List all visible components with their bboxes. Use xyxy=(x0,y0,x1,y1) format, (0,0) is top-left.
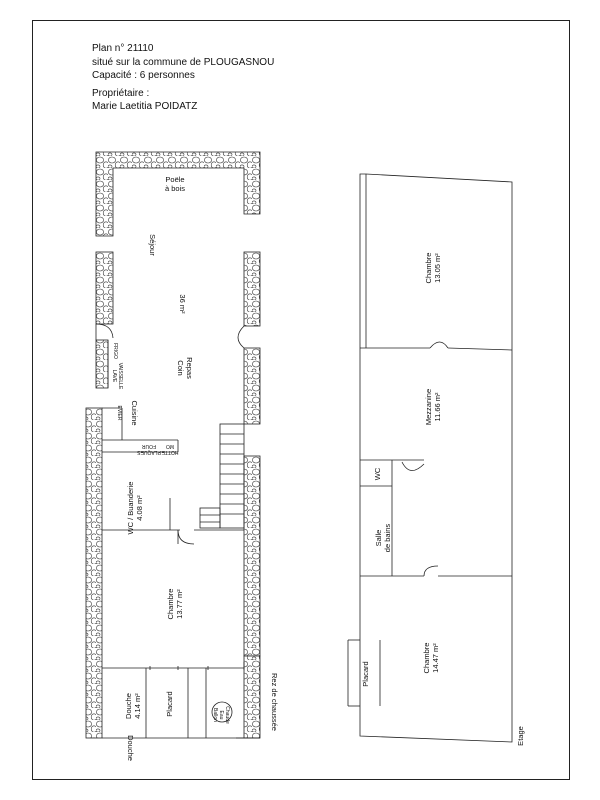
poele-label-2: à bois xyxy=(164,184,186,193)
owner-label: Propriétaire : xyxy=(92,87,150,99)
four-label: FOUR xyxy=(141,443,157,449)
sdb-label-2: de bains xyxy=(383,523,392,553)
etage-chambre2-label: Chambre xyxy=(422,642,431,674)
owner-name: Marie Laetitia POIDATZ xyxy=(92,101,198,112)
wc-buanderie-label: WC / Buanderie xyxy=(126,481,135,535)
sejour-area: 36 m² xyxy=(178,294,187,314)
etage-chambre1-area: 13.05 m² xyxy=(433,253,442,283)
etage-placard-label: Placard xyxy=(361,661,370,687)
mezzanine-label: Mezzanine xyxy=(424,388,433,426)
chambre-label: Chambre xyxy=(166,588,175,620)
placard-label: Placard xyxy=(165,691,174,717)
coin-label-1: Coin xyxy=(176,360,185,376)
plan-location: situé sur la commune de PLOUGASNOU xyxy=(92,56,275,68)
lave-label-1: LAVE xyxy=(111,369,117,383)
douche-label: Douche xyxy=(126,735,135,761)
cuisine-label: Cuisine xyxy=(130,400,139,426)
etage-wc-label: WC xyxy=(373,467,382,481)
poele-label-1: Poële xyxy=(165,175,185,184)
ballon-label-2: Eau xyxy=(218,710,224,720)
mo-label: MO xyxy=(165,443,175,449)
evier-label: EVIER xyxy=(116,405,122,421)
plan-number: Plan n° 21110 xyxy=(92,43,154,54)
sdb-label-1: Salle xyxy=(374,529,383,547)
chambre-area: 13.77 m² xyxy=(175,589,184,619)
sejour-label: Séjour xyxy=(148,234,157,256)
coin-label-2: Repas xyxy=(185,357,194,379)
plaques-label: PLAQUES xyxy=(137,449,161,455)
ballon-label-1: Ballon xyxy=(212,708,218,722)
lave-label-2: VAISSELLE xyxy=(117,362,123,390)
hotte-label: HOTTE xyxy=(161,449,179,455)
etage-chambre2-area: 14.47 m² xyxy=(431,643,440,673)
douche-area: 4.14 m² xyxy=(133,693,142,719)
mezzanine-area: 11.66 m² xyxy=(433,392,442,422)
frigo-label: FRIGO xyxy=(112,343,118,359)
wc-buanderie-area: 4.08 m² xyxy=(135,495,144,521)
rez-de-chaussee-label: Rez de chaussée xyxy=(270,673,279,731)
douche-name: Douche xyxy=(124,693,133,719)
ground-floor-labels xyxy=(116,175,194,761)
etage-chambre1-label: Chambre xyxy=(424,252,433,284)
etage-label: Etage xyxy=(516,726,525,746)
plan-capacity: Capacité : 6 personnes xyxy=(92,70,195,81)
staircase xyxy=(200,424,244,528)
upper-floor-labels xyxy=(361,253,525,746)
ballon-label-3: Chaude xyxy=(224,706,230,724)
